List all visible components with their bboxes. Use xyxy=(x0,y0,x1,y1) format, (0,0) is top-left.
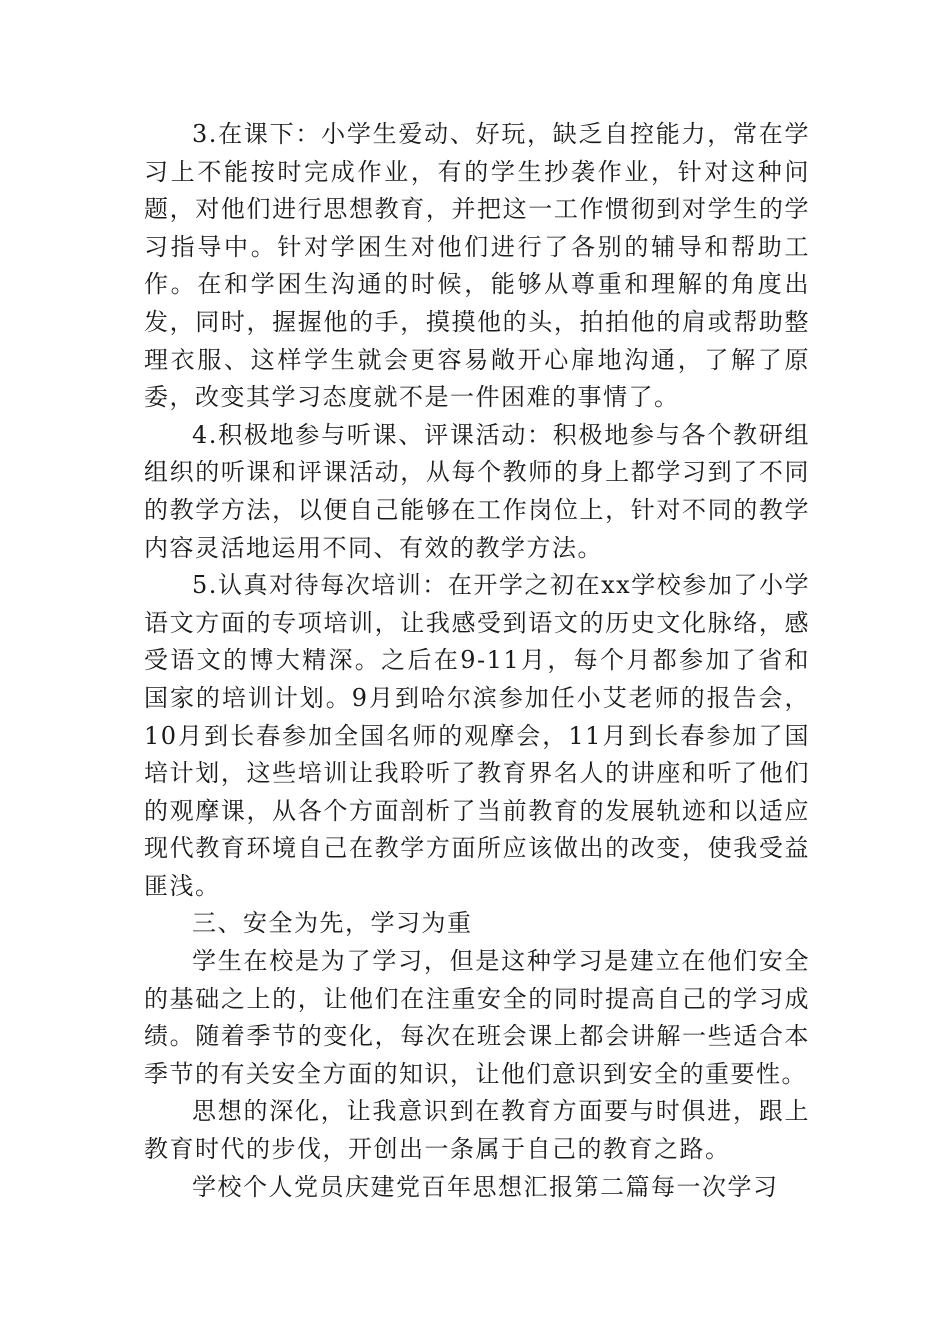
paragraph-safety: 学生在校是为了学习，但是这种学习是建立在他们安全的基础之上的，让他们在注重安全的同时提高自己的学习成绩。随着季节的变化，每次在班会课上都会讲解一些适合本季节的有关安全方面的知识，让他们意识到安全的重要性。 xyxy=(144,947,810,1088)
section-heading: 三、安全为先，学习为重 xyxy=(192,909,473,938)
paragraph-conclusion: 思想的深化，让我意识到在教育方面要与时俱进，跟上教育时代的步伐，开创出一条属于自己的教育之路。 xyxy=(144,1097,810,1164)
paragraph-training: 5.认真对待每次培训：在开学之初在xx学校参加了小学语文方面的专项培训，让我感受到语文的历史文化脉络，感受语文的博大精深。之后在9-11月，每个月都参加了省和国家的培训计划。9月到哈尔滨参加任小艾老师的报告会，10月到长春参加全国名师的观摩会，11月到长春参加了国培计划，这些培训让我聆听了教育界名人的讲座和听了他们的观摩课，从各个方面剖析了当前教育的发展轨迹和以适应现代教育环境自己在教学方面所应该做出的改变，使我受益匪浅。 xyxy=(144,571,810,900)
paragraph-lesson-observation: 4.积极地参与听课、评课活动：积极地参与各个教研组组织的听课和评课活动，从每个教师的身上都学习到了不同的教学方法，以便自己能够在工作岗位上，针对不同的教学内容灵活地运用不同、有效的教学方法。 xyxy=(144,420,810,562)
paragraph-next-article: 学校个人党员庆建党百年思想汇报第二篇每一次学习 xyxy=(192,1172,779,1201)
document-body xyxy=(144,116,810,1206)
paragraph-after-class: 3.在课下：小学生爱动、好玩，缺乏自控能力，常在学习上不能按时完成作业，有的学生抄袭作业，针对这种问题，对他们进行思想教育，并把这一工作惯彻到对学生的学习指导中。针对学困生对他们进行了各别的辅导和帮助工作。在和学困生沟通的时候，能够从尊重和理解的角度出发，同时，握握他的手，摸摸他的头，拍拍他的肩或帮助整理衣服、这样学生就会更容易敞开心扉地沟通，了解了原委，改变其学习态度就不是一件困难的事情了。 xyxy=(144,120,810,412)
